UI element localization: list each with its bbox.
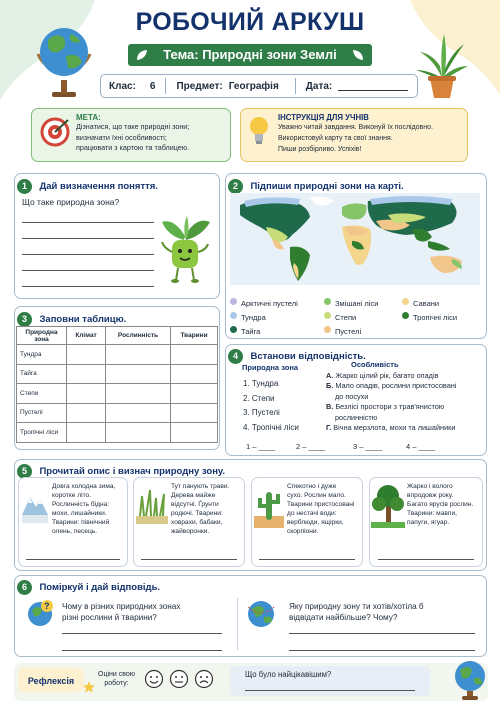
goal-line-3: працювати з картою та таблицею. [76, 143, 190, 152]
section-2-number: 2 [228, 179, 243, 194]
card-text [407, 482, 485, 527]
legend-label: Тайга [241, 327, 261, 336]
match-letter: В. [326, 402, 334, 412]
legend-swatch [230, 298, 237, 305]
plant-pot-icon [414, 30, 470, 100]
question-1-line: Чому в різних природних зонах [62, 602, 181, 611]
card-line: олень, песець. [52, 528, 98, 535]
card-line: Рослинність бідна: [52, 501, 110, 508]
answer-line[interactable] [26, 559, 120, 560]
match-text: рослинністю [335, 412, 378, 422]
card-line: Дерева майже [171, 492, 216, 499]
legend-item [402, 307, 457, 325]
question-1-line: різні рослини й тварини? [62, 613, 157, 622]
section-4-number: 4 [228, 349, 243, 364]
legend-swatch [324, 298, 331, 305]
legend-label: Арктичні пустелі [241, 299, 298, 308]
goal-line-1: Дізнатися, що таке природні зони; [76, 122, 190, 131]
table-header-cell: Рослинність [106, 327, 171, 345]
table-cell[interactable] [106, 384, 171, 404]
match-text: Безлісі простори з трав'янистою [335, 402, 445, 412]
table-cell[interactable] [67, 384, 106, 404]
info-bar [100, 74, 418, 98]
question-globe-icon [26, 598, 54, 628]
match-right-header: Особливість [351, 360, 399, 369]
table-row [17, 364, 218, 384]
answer-line[interactable] [62, 650, 222, 651]
map-legend [230, 293, 485, 337]
answer-line[interactable] [22, 254, 154, 255]
row-label: Тундра [17, 345, 67, 365]
section-2-title: Підпиши природні зони на карті. [250, 181, 404, 192]
match-left-item: 1. Тундра [243, 379, 279, 388]
match-text: Мало опадів, рослини пристосовані [335, 381, 457, 391]
reflection-question: Що було найцікавішим? [245, 670, 332, 679]
table-cell[interactable] [106, 364, 171, 384]
legend-label: Тропічні ліси [413, 313, 458, 322]
leaf-icon-left [136, 49, 148, 61]
table-cell[interactable] [106, 345, 171, 365]
card-text [171, 482, 245, 536]
divider [237, 598, 238, 650]
card-line: сухо. Рослин мало. [287, 492, 346, 499]
class-label: Клас: [109, 80, 136, 92]
section-4-title: Встанови відповідність. [250, 351, 366, 362]
card-line: Тварини: північний [52, 519, 110, 526]
world-map [230, 193, 480, 285]
answer-line[interactable] [22, 270, 154, 271]
row-label: Тропічні ліси [17, 423, 67, 443]
card-line: мохи, лишайники. [52, 510, 107, 517]
match-text: Вічна мерзлота, мохи та лишайники [333, 423, 456, 433]
section-5-title: Прочитай опис і визнач природну зону. [39, 466, 226, 477]
match-left-item: 4. Тропічні ліси [243, 422, 299, 432]
card-line: родючі. Тварини: [171, 510, 223, 517]
answer-line[interactable] [22, 222, 154, 223]
table-cell[interactable] [67, 364, 106, 384]
table-cell[interactable] [171, 384, 218, 404]
date-field[interactable] [338, 81, 408, 91]
instruction-line-2: Використовуй карту та свої знання. [278, 135, 393, 142]
topic-title: Тема: Природні зони Землі [163, 47, 337, 62]
legend-swatch [402, 312, 409, 319]
card-line: скорпіони. [287, 528, 319, 535]
card-line: Тварини пристосовані [287, 501, 355, 508]
card-line: коротке літо. [52, 492, 92, 499]
answer-line[interactable] [259, 559, 355, 560]
match-answer[interactable]: 2 – ____ [296, 442, 326, 451]
match-answer[interactable]: 4 – ____ [406, 442, 436, 451]
card-text [52, 482, 128, 536]
answer-line[interactable] [245, 690, 415, 691]
neutral-face-icon[interactable] [169, 669, 189, 689]
plant-mascot-icon [156, 214, 214, 286]
answer-line[interactable] [289, 633, 475, 634]
match-answer[interactable]: 3 – ____ [353, 442, 383, 451]
match-right-item [326, 371, 484, 381]
table-cell[interactable] [171, 345, 218, 365]
table-cell[interactable] [106, 403, 171, 423]
section-1-number: 1 [17, 179, 32, 194]
card-line: папуги, ягуар. [407, 519, 450, 526]
legend-label: Змішані ліси [335, 299, 379, 308]
table-cell[interactable] [106, 423, 171, 443]
zones-table [16, 326, 218, 443]
rainforest-tree-icon [371, 482, 405, 528]
answer-line[interactable] [289, 650, 475, 651]
page-title: РОБОЧИЙ АРКУШ [135, 8, 365, 36]
table-row [17, 345, 218, 365]
match-right-item [326, 402, 484, 412]
question-2-line: відвідати найбільше? Чому? [289, 613, 398, 622]
match-answer[interactable]: 1 – ____ [246, 442, 276, 451]
steppe-grass-icon [136, 486, 168, 524]
card-line: Тварини: мавпи, [407, 510, 457, 517]
match-text: до посухи [335, 391, 369, 401]
card-line: Багато ярусів рослин. [407, 501, 474, 508]
small-globe-icon [450, 658, 490, 702]
legend-swatch [402, 298, 409, 305]
match-right-item [326, 423, 484, 433]
table-cell[interactable] [171, 364, 218, 384]
match-left-item: 2. Степи [243, 393, 275, 403]
section-1-question: Що таке природна зона? [22, 197, 120, 207]
table-header-cell: Тварини [171, 327, 218, 345]
card-line: Спекотно і дуже [287, 483, 337, 490]
card-line: до нестачі води: [287, 510, 337, 517]
answer-line[interactable] [62, 633, 222, 634]
row-label: Пустелі [17, 403, 67, 423]
answer-line[interactable] [22, 238, 154, 239]
goal-line-2: визначати їхні особливості; [76, 132, 167, 142]
table-cell[interactable] [67, 423, 106, 443]
instruction-line-1: Уважно читай завдання. Виконуй їх послідовно. [278, 124, 433, 131]
legend-swatch [230, 326, 237, 333]
match-left-header: Природна зона [242, 363, 299, 372]
lightbulb-icon [248, 115, 270, 147]
card-line: ховрахи, бабаки, [171, 519, 223, 526]
subject-value: Географія [228, 80, 279, 92]
legend-swatch [324, 326, 331, 333]
rate-label-line: роботу: [104, 680, 129, 687]
happy-face-icon[interactable] [144, 669, 164, 689]
table-cell[interactable] [67, 403, 106, 423]
section-1-title: Дай визначення поняття. [39, 181, 158, 192]
sad-face-icon[interactable] [194, 669, 214, 689]
legend-swatch [324, 312, 331, 319]
tundra-icon [22, 485, 48, 525]
legend-label: Савани [413, 299, 440, 308]
question-2-line: Яку природну зону ти хотів/хотіла б [289, 602, 424, 611]
reflection-label: Рефлексія [27, 676, 75, 686]
section-6-number: 6 [17, 580, 32, 595]
earth-icon [246, 599, 276, 629]
card-text [287, 482, 363, 536]
match-left-item: 3. Пустелі [243, 408, 280, 417]
legend-label: Тундра [241, 313, 266, 322]
table-header-row [17, 327, 218, 345]
instruction-title: ІНСТРУКЦІЯ ДЛЯ УЧНІВ [278, 113, 369, 122]
topic-ribbon [128, 44, 372, 66]
card-line: Жарко і волого [407, 483, 453, 490]
legend-label: Пустелі [335, 327, 362, 336]
class-value: 6 [149, 80, 156, 92]
instruction-line-3: Пиши розбірливо. Успіхів! [278, 146, 362, 153]
table-header-cell: Клімат [67, 327, 106, 345]
legend-swatch [230, 312, 237, 319]
card-line: Тут панують трави. [171, 483, 230, 490]
reflection-label-box [18, 668, 84, 692]
card-line: верблюди, ящірки, [287, 519, 344, 526]
answer-line[interactable] [378, 559, 474, 560]
section-3-title: Заповни таблицю. [39, 314, 127, 325]
table-cell[interactable] [67, 345, 106, 365]
table-row [17, 384, 218, 404]
card-line: впродовж року. [407, 492, 454, 499]
card-line: відсутні. Ґрунти [171, 501, 219, 508]
svg-text:?: ? [44, 601, 50, 611]
legend-item [324, 321, 361, 339]
match-letter: Г. [326, 423, 332, 433]
section-5-number: 5 [17, 464, 32, 479]
rate-label-line: Оціни свою [98, 671, 136, 678]
answer-line[interactable] [141, 559, 237, 560]
row-label: Тайга [17, 364, 67, 384]
subject-label: Предмет: [176, 80, 223, 92]
legend-label: Степи [335, 313, 357, 322]
answer-line[interactable] [22, 286, 154, 287]
legend-item [230, 321, 260, 339]
match-letter: Б. [326, 381, 334, 391]
date-label: Дата: [305, 80, 333, 92]
leaf-icon-right [352, 49, 364, 61]
table-row [17, 403, 218, 423]
goal-title: МЕТА: [76, 113, 101, 122]
match-right-item [326, 381, 484, 391]
star-icon [82, 680, 96, 694]
card-line: жайворонки. [171, 528, 210, 535]
section-3-number: 3 [17, 312, 32, 327]
table-header-cell: Природна зона [17, 327, 67, 345]
card-line: Довга холодна зима, [52, 483, 116, 490]
match-text: Жарко цілий рік, багато опадів [335, 371, 439, 380]
section-6-title: Поміркуй і дай відповідь. [39, 582, 161, 593]
table-cell[interactable] [171, 403, 218, 423]
target-icon [40, 117, 70, 147]
match-letter: А. [326, 371, 334, 380]
table-cell[interactable] [171, 423, 218, 443]
row-label: Степи [17, 384, 67, 404]
table-row [17, 423, 218, 443]
desert-cactus-icon [254, 484, 284, 528]
